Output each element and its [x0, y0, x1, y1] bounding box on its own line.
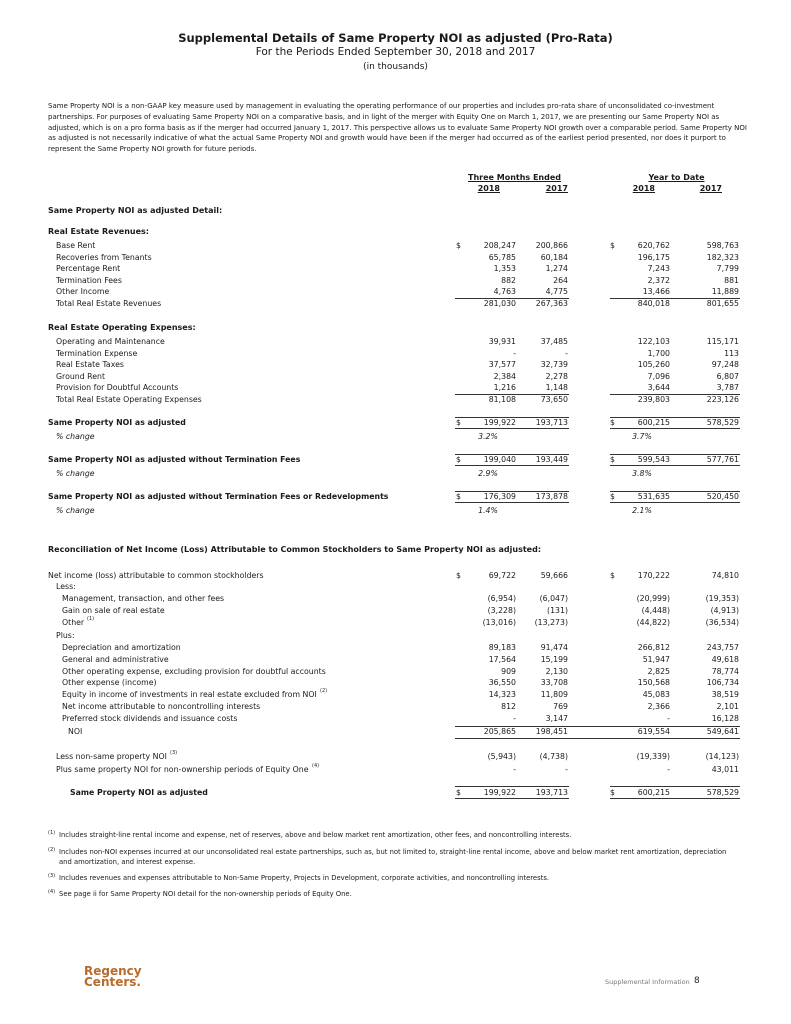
- row-label: Termination Fees: [56, 275, 122, 285]
- row-label: Net income attributable to noncontrolling interests: [62, 702, 261, 711]
- value-cell: 598,763: [706, 241, 739, 250]
- header-three-months: Three Months Ended: [468, 173, 561, 182]
- units-note: (in thousands): [363, 62, 428, 72]
- row-label: Total Real Estate Revenues: [56, 299, 162, 308]
- value-cell: (14,123): [705, 752, 739, 761]
- row-label: % change: [56, 506, 95, 515]
- value-cell: 2,366: [647, 702, 670, 711]
- row-label: Other Income: [56, 287, 110, 297]
- row-label: Plus:: [56, 631, 75, 640]
- value-cell: 78,774: [711, 666, 739, 676]
- table-row: Other (1) (13,016) (13,273) (44,822) (36,534): [62, 615, 739, 627]
- value-cell: 1,353: [493, 264, 516, 274]
- value-cell: 199,922: [483, 418, 516, 427]
- company-logo: [84, 966, 142, 988]
- dollar-sign: $: [456, 241, 461, 250]
- value-cell: 6,807: [716, 371, 739, 381]
- rule-line: [610, 502, 740, 503]
- value-cell: 16,128: [711, 713, 739, 723]
- page-number: 8: [694, 976, 700, 986]
- value-cell: 176,309: [483, 492, 516, 501]
- footnote-text: Includes revenues and expenses attributable to Non-Same Property, Projects in Development, corporate activities, and noncontrolling interests.: [59, 874, 550, 882]
- change-row: [0, 468, 791, 479]
- value-cell: 113: [724, 348, 739, 358]
- value-cell: 11,889: [711, 287, 739, 297]
- value-cell: 549,641: [706, 727, 739, 736]
- row-label: Base Rent: [56, 241, 96, 250]
- value-cell: 1,700: [647, 348, 670, 358]
- rule-line: [455, 502, 569, 503]
- value-cell: 1,216: [493, 383, 516, 393]
- value-cell: 89,183: [488, 643, 516, 652]
- value-cell: 909: [501, 666, 516, 676]
- value-cell: 65,785: [488, 252, 516, 262]
- row-label: Net income (loss) attributable to common stockholders: [48, 571, 264, 580]
- value-cell: 193,449: [535, 455, 568, 464]
- table-row: [0, 605, 791, 616]
- footnote-mark: (3): [48, 873, 56, 879]
- value-cell: 17,564: [488, 654, 516, 664]
- footnote-text: Includes straight-line rental income and expense, net of reserves, above and below market rent amortization, other fees, and noncontrolling interests.: [59, 831, 572, 839]
- value-cell: 39,931: [488, 337, 516, 346]
- value-cell: 200,866: [535, 241, 568, 250]
- row-label: Same Property NOI as adjusted: [48, 418, 186, 427]
- logo-line-2: Centers.: [84, 975, 141, 989]
- value-cell: 49,618: [711, 654, 739, 664]
- value-cell: 69,722: [488, 571, 516, 580]
- value-cell: 577,761: [706, 455, 739, 464]
- less-label-row: [0, 581, 791, 592]
- table-row: [0, 666, 791, 677]
- value-cell: 14,323: [488, 690, 516, 700]
- table-row: [0, 677, 791, 688]
- total-row: [0, 394, 791, 405]
- value-cell: 150,568: [637, 678, 670, 688]
- value-cell: (5,943): [487, 752, 516, 761]
- value-cell: 2,372: [647, 275, 670, 285]
- value-cell: 105,260: [637, 360, 670, 370]
- summary-row: [0, 454, 791, 465]
- value-cell: 60,184: [540, 252, 568, 262]
- value-cell: 7,243: [647, 264, 670, 274]
- value-cell: (6,954): [487, 594, 516, 603]
- value-cell: 205,865: [483, 727, 516, 736]
- value-cell: 106,734: [706, 678, 739, 688]
- net-income-row: [0, 570, 791, 581]
- value-cell: 115,171: [706, 337, 739, 346]
- header-year-2017-q: 2017: [545, 184, 568, 193]
- value-cell: 600,215: [637, 788, 670, 797]
- value-cell: 73,650: [540, 395, 568, 404]
- value-cell: 37,577: [488, 360, 516, 370]
- row-label: Ground Rent: [56, 371, 106, 381]
- table-row: [0, 286, 791, 297]
- table-row: [0, 593, 791, 604]
- value-cell: 801,655: [706, 299, 739, 308]
- table-row: [0, 336, 791, 347]
- row-label: % change: [56, 432, 95, 441]
- value-cell: 37,485: [540, 337, 568, 346]
- row-label: General and administrative: [62, 654, 169, 664]
- table-row: [0, 382, 791, 393]
- dollar-sign: $: [610, 241, 615, 250]
- value-cell: -: [513, 765, 516, 774]
- total-row: [0, 298, 791, 309]
- value-cell: 81,108: [488, 395, 516, 404]
- dollar-sign: $: [456, 788, 461, 797]
- value-cell: 7,096: [647, 371, 670, 381]
- change-value: 3.8%: [632, 469, 652, 478]
- row-label: % change: [56, 469, 95, 478]
- row-label: Percentage Rent: [56, 264, 121, 274]
- value-cell: 11,809: [540, 690, 568, 700]
- footnote-1: [48, 830, 738, 840]
- value-cell: 243,757: [706, 643, 739, 652]
- value-cell: (13,016): [482, 617, 516, 627]
- row-label: Other operating expense, excluding provision for doubtful accounts: [62, 666, 326, 676]
- rule-line: [610, 798, 740, 799]
- row-label: Real Estate Taxes: [56, 360, 124, 370]
- value-cell: 7,799: [716, 264, 739, 274]
- row-label: NOI: [68, 727, 83, 736]
- value-cell: 531,635: [637, 492, 670, 501]
- value-cell: 620,762: [637, 241, 670, 250]
- value-cell: 45,083: [642, 690, 670, 700]
- noi-row: [0, 726, 791, 737]
- row-label: Plus same property NOI for non-ownership periods of Equity One: [56, 765, 309, 774]
- expenses-title: Real Estate Operating Expenses:: [48, 323, 196, 332]
- value-cell: 15,199: [540, 654, 568, 664]
- row-label: Other: [62, 617, 85, 627]
- table-row: Equity in income of investments in real estate excluded from NOI (2) 14,323 11,809 45,083 38,519: [62, 688, 739, 700]
- footnote-text: Includes non-NOI expenses incurred at our unconsolidated real estate partnerships, such as, but not limited to, straight-line rental income, above and below market rent amortization, depreciation and amortization, and interest expense.: [59, 848, 727, 866]
- value-cell: 59,666: [540, 571, 568, 580]
- value-cell: (44,822): [636, 617, 670, 627]
- table-row: Less non-same property NOI (3) (5,943) (4,738) (19,339) (14,123): [56, 750, 739, 761]
- row-label: Gain on sale of real estate: [62, 605, 165, 615]
- header-year-2018-q: 2018: [477, 184, 500, 193]
- value-cell: 43,011: [711, 765, 739, 774]
- value-cell: 196,175: [637, 252, 670, 262]
- value-cell: 520,450: [706, 492, 739, 501]
- value-cell: 2,384: [493, 371, 516, 381]
- value-cell: 182,323: [706, 252, 739, 262]
- detail-section-title: Same Property NOI as adjusted Detail:: [48, 206, 223, 215]
- header-year-2018-ytd: 2018: [632, 184, 655, 193]
- value-cell: 122,103: [637, 337, 670, 346]
- change-row: [0, 505, 791, 516]
- table-row: [0, 654, 791, 665]
- table-row: [0, 348, 791, 359]
- change-value: 2.1%: [632, 506, 652, 515]
- value-cell: 1,274: [545, 264, 568, 274]
- value-cell: 32,739: [540, 360, 568, 370]
- row-label: Equity in income of investments in real estate excluded from NOI: [62, 690, 317, 700]
- dollar-sign: $: [456, 492, 461, 501]
- value-cell: 208,247: [483, 241, 516, 250]
- value-cell: 173,878: [535, 492, 568, 501]
- value-cell: 199,922: [483, 788, 516, 797]
- value-cell: (19,353): [705, 594, 739, 603]
- header-ytd: Year to Date: [648, 173, 705, 182]
- page-title: Supplemental Details of Same Property NOI as adjusted (Pro-Rata): [178, 31, 613, 45]
- rule-line: [455, 738, 740, 739]
- value-cell: (4,738): [539, 752, 568, 761]
- value-cell: 1,148: [545, 383, 568, 393]
- change-value: 3.2%: [478, 432, 498, 441]
- change-row: [0, 431, 791, 442]
- table-row: [0, 701, 791, 712]
- value-cell: 281,030: [483, 299, 516, 308]
- value-cell: 599,543: [637, 455, 670, 464]
- table-row: [0, 642, 791, 653]
- row-label: Same Property NOI as adjusted: [70, 788, 208, 797]
- final-noi-row: [0, 787, 791, 798]
- value-cell: 239,803: [637, 395, 670, 404]
- row-label: Recoveries from Tenants: [56, 252, 152, 262]
- intro-paragraph: Same Property NOI is a non-GAAP key measure used by management in evaluating the operating performance of our properties and includes pro-rata share of unconsolidated co-investment partnerships. For purposes of evaluating Same Property NOI on a comparative basis, and in light of the merger with Equity One on March 1, 2017, we are presenting our Same Property NOI as adjusted, which is on a pro forma basis as if the merger had occurred January 1, 2017. This perspective allows us to evaluate Same Property NOI growth over a comparable period. Same Property NOI as adjusted is not necessarily indicative of what the actual Same Property NOI and growth would have been if the merger had occurred as of the earliest period presented, nor does it purport to represent the Same Property NOI growth for future periods.: [48, 102, 747, 154]
- footnote-4: [48, 889, 738, 899]
- value-cell: 2,278: [545, 371, 568, 381]
- value-cell: 199,040: [483, 455, 516, 464]
- rule-line: [455, 465, 569, 466]
- change-value: 2.9%: [478, 469, 498, 478]
- table-row: [0, 240, 791, 251]
- row-label: Same Property NOI as adjusted without Termination Fees: [48, 455, 301, 464]
- value-cell: (36,534): [705, 617, 739, 627]
- dollar-sign: $: [610, 418, 615, 427]
- page-subtitle: For the Periods Ended September 30, 2018 and 2017: [255, 46, 536, 58]
- table-row: Plus same property NOI for non-ownership periods of Equity One (4) - - - 43,011: [56, 763, 739, 774]
- value-cell: (4,913): [710, 605, 739, 615]
- header-year-2017-ytd: 2017: [699, 184, 722, 193]
- value-cell: 3,787: [716, 383, 739, 393]
- row-label: Provision for Doubtful Accounts: [56, 383, 179, 393]
- rule-line: [610, 428, 740, 429]
- plus-label-row: [0, 630, 791, 641]
- row-label: Termination Expense: [56, 348, 138, 358]
- value-cell: 33,708: [540, 678, 568, 688]
- value-cell: 578,529: [706, 418, 739, 427]
- dollar-sign: $: [456, 571, 461, 580]
- value-cell: 4,763: [493, 287, 516, 297]
- value-cell: 193,713: [535, 788, 568, 797]
- value-cell: 881: [724, 275, 739, 285]
- value-cell: -: [565, 348, 568, 358]
- value-cell: (4,448): [641, 605, 670, 615]
- value-cell: 3,644: [647, 383, 670, 393]
- value-cell: (20,999): [636, 594, 670, 603]
- value-cell: 74,810: [711, 571, 739, 580]
- dollar-sign: $: [456, 455, 461, 464]
- value-cell: 264: [553, 275, 568, 285]
- revenues-title: Real Estate Revenues:: [48, 227, 149, 236]
- value-cell: 193,713: [535, 418, 568, 427]
- value-cell: -: [513, 348, 516, 358]
- reconciliation-title: Reconciliation of Net Income (Loss) Attributable to Common Stockholders to Same Property NOI as adjusted:: [48, 545, 542, 554]
- rule-line: [610, 465, 740, 466]
- table-row: [0, 263, 791, 274]
- value-cell: 36,550: [488, 678, 516, 688]
- dollar-sign: $: [610, 492, 615, 501]
- dollar-sign: $: [610, 788, 615, 797]
- value-cell: 38,519: [711, 690, 739, 700]
- row-label: Less non-same property NOI: [56, 752, 167, 761]
- row-label: Preferred stock dividends and issuance costs: [62, 713, 238, 723]
- value-cell: 578,529: [706, 788, 739, 797]
- value-cell: 3,147: [545, 713, 568, 723]
- summary-row: [0, 417, 791, 428]
- value-cell: 13,466: [642, 287, 670, 297]
- value-cell: 51,947: [642, 654, 670, 664]
- table-row: [0, 713, 791, 724]
- value-cell: 91,474: [540, 643, 568, 652]
- value-cell: 198,451: [535, 727, 568, 736]
- rule-line: [455, 428, 569, 429]
- footnote-mark: (1): [48, 830, 56, 836]
- value-cell: -: [667, 765, 670, 774]
- table-row: [0, 371, 791, 382]
- value-cell: 267,363: [535, 299, 568, 308]
- value-cell: 882: [501, 275, 516, 285]
- value-cell: 812: [501, 702, 516, 711]
- value-cell: 840,018: [637, 299, 670, 308]
- change-value: 3.7%: [632, 432, 652, 441]
- dollar-sign: $: [456, 418, 461, 427]
- value-cell: (6,047): [539, 594, 568, 603]
- logo-line-1: Regency: [84, 964, 142, 978]
- table-row: [0, 359, 791, 370]
- value-cell: 600,215: [637, 418, 670, 427]
- row-label: Less:: [56, 582, 76, 591]
- value-cell: 223,126: [706, 395, 739, 404]
- value-cell: 619,554: [637, 727, 670, 736]
- change-value: 1.4%: [478, 506, 498, 515]
- summary-row: [0, 491, 791, 502]
- value-cell: 2,130: [545, 666, 568, 676]
- value-cell: -: [565, 765, 568, 774]
- footnote-mark: (2): [48, 847, 56, 853]
- value-cell: 97,248: [711, 360, 739, 370]
- table-row: [0, 252, 791, 263]
- row-label: Management, transaction, and other fees: [62, 594, 225, 603]
- value-cell: 4,775: [545, 287, 568, 297]
- row-label: Operating and Maintenance: [56, 337, 165, 346]
- value-cell: 2,825: [647, 666, 670, 676]
- value-cell: (13,273): [534, 617, 568, 627]
- footnote-3: [48, 873, 738, 883]
- value-cell: (131): [547, 605, 568, 615]
- value-cell: (19,339): [636, 752, 670, 761]
- footnote-mark: (4): [48, 889, 56, 895]
- table-row: [0, 275, 791, 286]
- row-label: Total Real Estate Operating Expenses: [56, 395, 202, 404]
- rule-line: [455, 798, 569, 799]
- footnote-2: [48, 847, 738, 867]
- footnote-text: See page ii for Same Property NOI detail for the non-ownership periods of Equity One.: [59, 890, 352, 898]
- value-cell: -: [667, 713, 670, 723]
- value-cell: 266,812: [637, 643, 670, 652]
- value-cell: -: [513, 713, 516, 723]
- value-cell: (3,228): [487, 605, 516, 615]
- value-cell: 170,222: [637, 571, 670, 580]
- value-cell: 769: [553, 702, 568, 711]
- row-label: Depreciation and amortization: [62, 643, 181, 652]
- dollar-sign: $: [610, 455, 615, 464]
- row-label: Other expense (income): [62, 678, 157, 688]
- row-label: Same Property NOI as adjusted without Termination Fees or Redevelopments: [48, 492, 389, 501]
- dollar-sign: $: [610, 571, 615, 580]
- footer-label: Supplemental Information: [605, 978, 690, 986]
- value-cell: 2,101: [716, 702, 739, 711]
